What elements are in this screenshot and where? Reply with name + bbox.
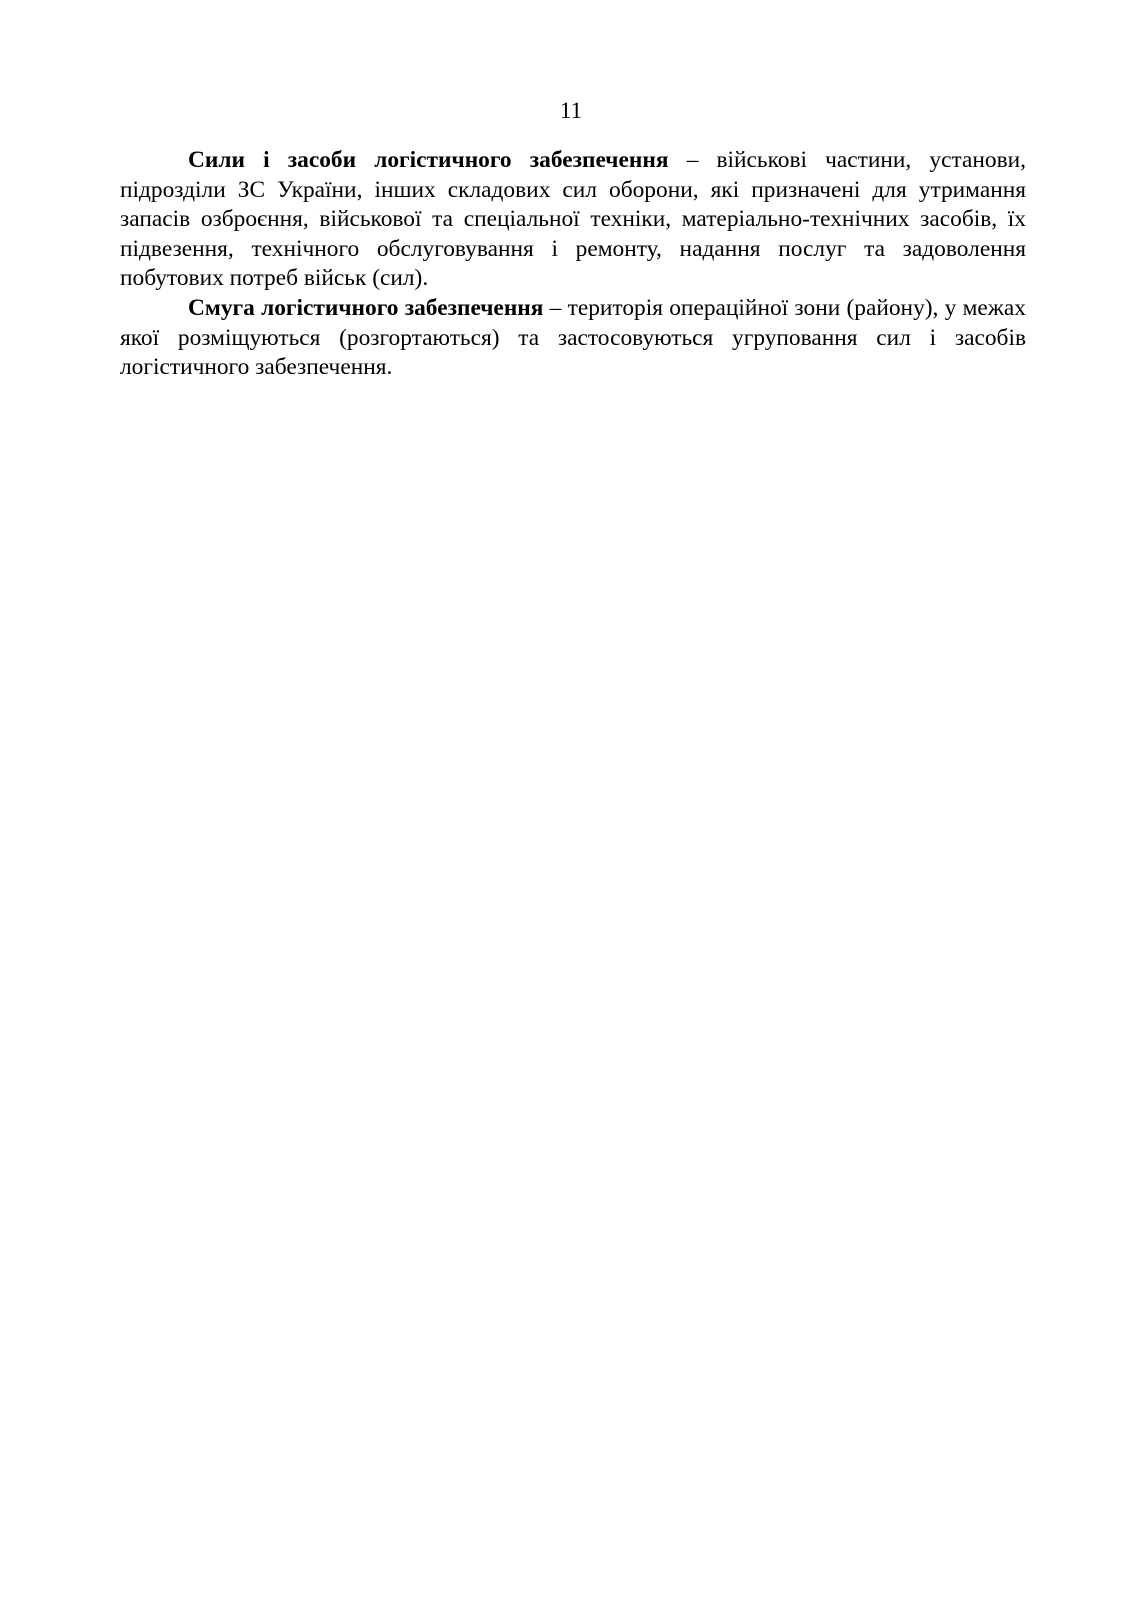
page-number: 11 — [559, 98, 583, 123]
definition-text: – військові частини, установи, підрозділи ЗС України, інших складових сил оборони, які призначені для утримання запасів озброєння, військової та спеціальної техніки, матеріально-технічних засобів, їх підвезення, технічного обслуговування і ремонту, надання послуг та задоволення побутових потреб військ (сил). — [120, 147, 1026, 292]
definition-paragraph — [120, 146, 1026, 294]
defined-term: Смуга логістичного забезпечення — [188, 294, 544, 321]
definition-text: – територія операційної зони (району), у межах якої розміщуються (розгортаються) та застосовуються угруповання сил і засобів логістичного забезпечення. — [120, 294, 1027, 381]
document-body — [120, 146, 1026, 383]
definition-paragraph — [120, 294, 1026, 383]
defined-term: Сили і засоби логістичного забезпечення — [188, 147, 669, 173]
